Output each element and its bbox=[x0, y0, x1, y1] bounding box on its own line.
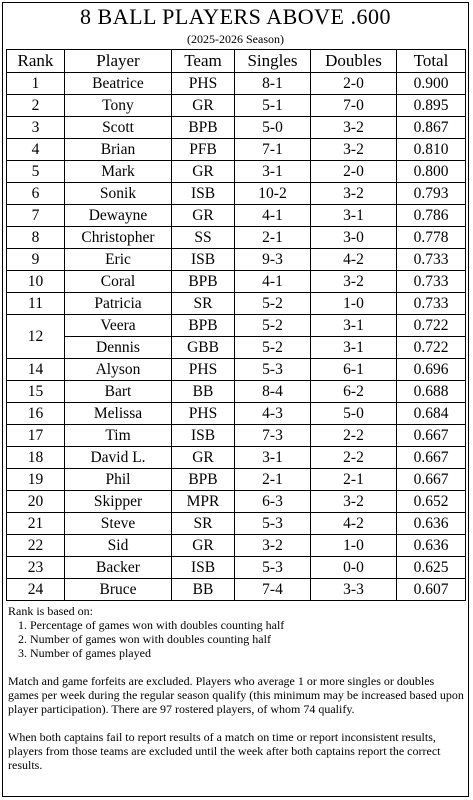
table-row bbox=[7, 425, 466, 447]
cell-singles: 5-3 bbox=[235, 557, 311, 579]
rank-criterion bbox=[8, 618, 466, 632]
cell-player: Sonik bbox=[65, 183, 172, 205]
cell-player: Tony bbox=[65, 95, 172, 117]
cell-doubles: 3-2 bbox=[311, 139, 397, 161]
cell-total: 0.667 bbox=[397, 447, 466, 469]
cell-team: ISB bbox=[172, 557, 235, 579]
cell-singles: 9-3 bbox=[235, 249, 311, 271]
cell-doubles: 3-3 bbox=[311, 579, 397, 601]
cell-doubles: 7-0 bbox=[311, 95, 397, 117]
cell-total: 0.778 bbox=[397, 227, 466, 249]
cell-total: 0.800 bbox=[397, 161, 466, 183]
table-row bbox=[7, 315, 466, 337]
table-row bbox=[7, 447, 466, 469]
cell-total: 0.867 bbox=[397, 117, 466, 139]
cell-player: Tim bbox=[65, 425, 172, 447]
column-header-total: Total bbox=[397, 50, 466, 73]
cell-singles: 7-3 bbox=[235, 425, 311, 447]
cell-total: 0.667 bbox=[397, 469, 466, 491]
cell-singles: 7-4 bbox=[235, 579, 311, 601]
table-row bbox=[7, 205, 466, 227]
cell-doubles: 2-2 bbox=[311, 447, 397, 469]
cell-player: Brian bbox=[65, 139, 172, 161]
cell-singles: 5-2 bbox=[235, 337, 311, 359]
cell-singles: 8-1 bbox=[235, 73, 311, 95]
cell-player: Eric bbox=[65, 249, 172, 271]
cell-singles: 5-2 bbox=[235, 293, 311, 315]
cell-team: SR bbox=[172, 513, 235, 535]
table-row bbox=[7, 73, 466, 95]
table-header-row bbox=[7, 50, 466, 73]
cell-doubles: 1-0 bbox=[311, 293, 397, 315]
cell-rank: 3 bbox=[7, 117, 65, 139]
cell-rank: 7 bbox=[7, 205, 65, 227]
cell-team: MPR bbox=[172, 491, 235, 513]
table-row bbox=[7, 117, 466, 139]
table-body bbox=[7, 73, 466, 601]
cell-rank: 8 bbox=[7, 227, 65, 249]
cell-singles: 6-3 bbox=[235, 491, 311, 513]
table-row bbox=[7, 359, 466, 381]
cell-team: BB bbox=[172, 579, 235, 601]
cell-singles: 5-3 bbox=[235, 513, 311, 535]
cell-team: ISB bbox=[172, 183, 235, 205]
captains-note: When both captains fail to report results of a match on time or report inconsistent results, players from those teams are excluded until the week after both captains report the correct results. bbox=[8, 730, 441, 772]
column-header-rank: Rank bbox=[7, 50, 65, 73]
cell-team: PHS bbox=[172, 403, 235, 425]
cell-doubles: 3-2 bbox=[311, 271, 397, 293]
cell-team: SR bbox=[172, 293, 235, 315]
cell-doubles: 2-2 bbox=[311, 425, 397, 447]
cell-total: 0.722 bbox=[397, 315, 466, 337]
cell-doubles: 2-0 bbox=[311, 161, 397, 183]
players-table bbox=[6, 49, 466, 601]
cell-rank: 2 bbox=[7, 95, 65, 117]
cell-player: Skipper bbox=[65, 491, 172, 513]
table-row bbox=[7, 139, 466, 161]
cell-player: Veera bbox=[65, 315, 172, 337]
rank-criterion-text: Percentage of games won with doubles counting half bbox=[30, 618, 285, 632]
cell-rank: 6 bbox=[7, 183, 65, 205]
cell-rank: 5 bbox=[7, 161, 65, 183]
cell-total: 0.895 bbox=[397, 95, 466, 117]
table-row bbox=[7, 161, 466, 183]
cell-rank: 23 bbox=[7, 557, 65, 579]
cell-total: 0.696 bbox=[397, 359, 466, 381]
cell-player: Backer bbox=[65, 557, 172, 579]
cell-singles: 5-3 bbox=[235, 359, 311, 381]
cell-singles: 5-0 bbox=[235, 117, 311, 139]
cell-player: Sid bbox=[65, 535, 172, 557]
cell-singles: 3-1 bbox=[235, 161, 311, 183]
cell-doubles: 3-2 bbox=[311, 117, 397, 139]
cell-doubles: 6-1 bbox=[311, 359, 397, 381]
cell-total: 0.688 bbox=[397, 381, 466, 403]
cell-doubles: 3-1 bbox=[311, 315, 397, 337]
cell-player: Christopher bbox=[65, 227, 172, 249]
cell-rank: 15 bbox=[7, 381, 65, 403]
cell-doubles: 3-0 bbox=[311, 227, 397, 249]
rank-criterion-text: Number of games played bbox=[30, 646, 151, 660]
cell-rank: 21 bbox=[7, 513, 65, 535]
forfeits-note: Match and game forfeits are excluded. Players who average 1 or more singles or doubles games per week during the regular season qualify (this minimum may be increased based upon player participation). There are 97 rostered players, of whom 74 qualify. bbox=[8, 674, 464, 716]
cell-team: ISB bbox=[172, 425, 235, 447]
cell-team: GR bbox=[172, 447, 235, 469]
cell-total: 0.625 bbox=[397, 557, 466, 579]
rank-criterion-number: 3. bbox=[18, 646, 27, 660]
cell-rank: 10 bbox=[7, 271, 65, 293]
cell-singles: 5-2 bbox=[235, 315, 311, 337]
cell-doubles: 3-2 bbox=[311, 183, 397, 205]
rank-criterion-number: 2. bbox=[18, 632, 27, 646]
cell-team: BPB bbox=[172, 469, 235, 491]
cell-rank: 22 bbox=[7, 535, 65, 557]
cell-rank: 1 bbox=[7, 73, 65, 95]
cell-team: PHS bbox=[172, 359, 235, 381]
cell-player: Scott bbox=[65, 117, 172, 139]
cell-singles: 7-1 bbox=[235, 139, 311, 161]
cell-singles: 4-3 bbox=[235, 403, 311, 425]
table-row bbox=[7, 95, 466, 117]
cell-doubles: 4-2 bbox=[311, 249, 397, 271]
cell-player: Mark bbox=[65, 161, 172, 183]
cell-team: ISB bbox=[172, 249, 235, 271]
cell-total: 0.667 bbox=[397, 425, 466, 447]
cell-rank: 4 bbox=[7, 139, 65, 161]
cell-player: Bruce bbox=[65, 579, 172, 601]
cell-rank: 19 bbox=[7, 469, 65, 491]
table-row bbox=[7, 381, 466, 403]
cell-total: 0.722 bbox=[397, 337, 466, 359]
cell-doubles: 6-2 bbox=[311, 381, 397, 403]
rank-criteria-list bbox=[8, 618, 466, 660]
cell-total: 0.652 bbox=[397, 491, 466, 513]
page-title: 8 BALL PLAYERS ABOVE .600 bbox=[80, 4, 391, 29]
cell-team: GR bbox=[172, 535, 235, 557]
cell-player: Phil bbox=[65, 469, 172, 491]
table-row bbox=[7, 513, 466, 535]
cell-rank: 20 bbox=[7, 491, 65, 513]
cell-singles: 10-2 bbox=[235, 183, 311, 205]
cell-team: GBB bbox=[172, 337, 235, 359]
cell-team: BPB bbox=[172, 315, 235, 337]
cell-doubles: 5-0 bbox=[311, 403, 397, 425]
table-row bbox=[7, 271, 466, 293]
cell-doubles: 3-1 bbox=[311, 205, 397, 227]
column-header-team: Team bbox=[172, 50, 235, 73]
cell-total: 0.786 bbox=[397, 205, 466, 227]
cell-player: Steve bbox=[65, 513, 172, 535]
cell-player: David L. bbox=[65, 447, 172, 469]
table-row bbox=[7, 535, 466, 557]
cell-doubles: 2-0 bbox=[311, 73, 397, 95]
column-header-singles: Singles bbox=[235, 50, 311, 73]
cell-total: 0.733 bbox=[397, 271, 466, 293]
cell-player: Melissa bbox=[65, 403, 172, 425]
column-header-player: Player bbox=[65, 50, 172, 73]
cell-total: 0.900 bbox=[397, 73, 466, 95]
table-row bbox=[7, 579, 466, 601]
rank-criteria-intro: Rank is based on: bbox=[8, 604, 93, 618]
rank-criterion-number: 1. bbox=[18, 618, 27, 632]
cell-singles: 4-1 bbox=[235, 205, 311, 227]
rank-criterion bbox=[8, 632, 466, 646]
cell-total: 0.684 bbox=[397, 403, 466, 425]
cell-rank: 14 bbox=[7, 359, 65, 381]
cell-rank: 11 bbox=[7, 293, 65, 315]
table-row bbox=[7, 183, 466, 205]
cell-rank: 18 bbox=[7, 447, 65, 469]
cell-team: GR bbox=[172, 205, 235, 227]
cell-total: 0.607 bbox=[397, 579, 466, 601]
cell-doubles: 4-2 bbox=[311, 513, 397, 535]
cell-player: Coral bbox=[65, 271, 172, 293]
cell-doubles: 1-0 bbox=[311, 535, 397, 557]
standings-sheet bbox=[2, 2, 469, 797]
cell-player: Dewayne bbox=[65, 205, 172, 227]
cell-singles: 8-4 bbox=[235, 381, 311, 403]
table-row bbox=[7, 403, 466, 425]
cell-team: PHS bbox=[172, 73, 235, 95]
cell-player: Alyson bbox=[65, 359, 172, 381]
cell-singles: 3-2 bbox=[235, 535, 311, 557]
cell-team: GR bbox=[172, 95, 235, 117]
season-subtitle: (2025-2026 Season) bbox=[187, 32, 284, 46]
cell-total: 0.733 bbox=[397, 249, 466, 271]
cell-singles: 2-1 bbox=[235, 227, 311, 249]
cell-player: Patricia bbox=[65, 293, 172, 315]
cell-rank: 24 bbox=[7, 579, 65, 601]
cell-team: BPB bbox=[172, 271, 235, 293]
rank-criterion-text: Number of games won with doubles counting half bbox=[30, 632, 271, 646]
cell-team: BB bbox=[172, 381, 235, 403]
table-row bbox=[7, 469, 466, 491]
cell-rank: 9 bbox=[7, 249, 65, 271]
cell-doubles: 3-2 bbox=[311, 491, 397, 513]
cell-player: Dennis bbox=[65, 337, 172, 359]
cell-doubles: 2-1 bbox=[311, 469, 397, 491]
table-row bbox=[7, 249, 466, 271]
cell-total: 0.636 bbox=[397, 535, 466, 557]
cell-player: Bart bbox=[65, 381, 172, 403]
cell-team: GR bbox=[172, 161, 235, 183]
table-row bbox=[7, 337, 466, 359]
cell-total: 0.793 bbox=[397, 183, 466, 205]
cell-doubles: 3-1 bbox=[311, 337, 397, 359]
table-row bbox=[7, 491, 466, 513]
cell-total: 0.636 bbox=[397, 513, 466, 535]
cell-total: 0.810 bbox=[397, 139, 466, 161]
cell-singles: 5-1 bbox=[235, 95, 311, 117]
cell-singles: 4-1 bbox=[235, 271, 311, 293]
cell-rank: 17 bbox=[7, 425, 65, 447]
cell-team: BPB bbox=[172, 117, 235, 139]
cell-singles: 3-1 bbox=[235, 447, 311, 469]
table-row bbox=[7, 227, 466, 249]
rank-criterion bbox=[8, 646, 466, 660]
notes-section bbox=[8, 604, 466, 772]
cell-singles: 2-1 bbox=[235, 469, 311, 491]
column-header-doubles: Doubles bbox=[311, 50, 397, 73]
cell-team: SS bbox=[172, 227, 235, 249]
cell-doubles: 0-0 bbox=[311, 557, 397, 579]
table-row bbox=[7, 293, 466, 315]
cell-rank: 12 bbox=[7, 315, 65, 359]
table-row bbox=[7, 557, 466, 579]
cell-team: PFB bbox=[172, 139, 235, 161]
cell-total: 0.733 bbox=[397, 293, 466, 315]
cell-player: Beatrice bbox=[65, 73, 172, 95]
cell-rank: 16 bbox=[7, 403, 65, 425]
